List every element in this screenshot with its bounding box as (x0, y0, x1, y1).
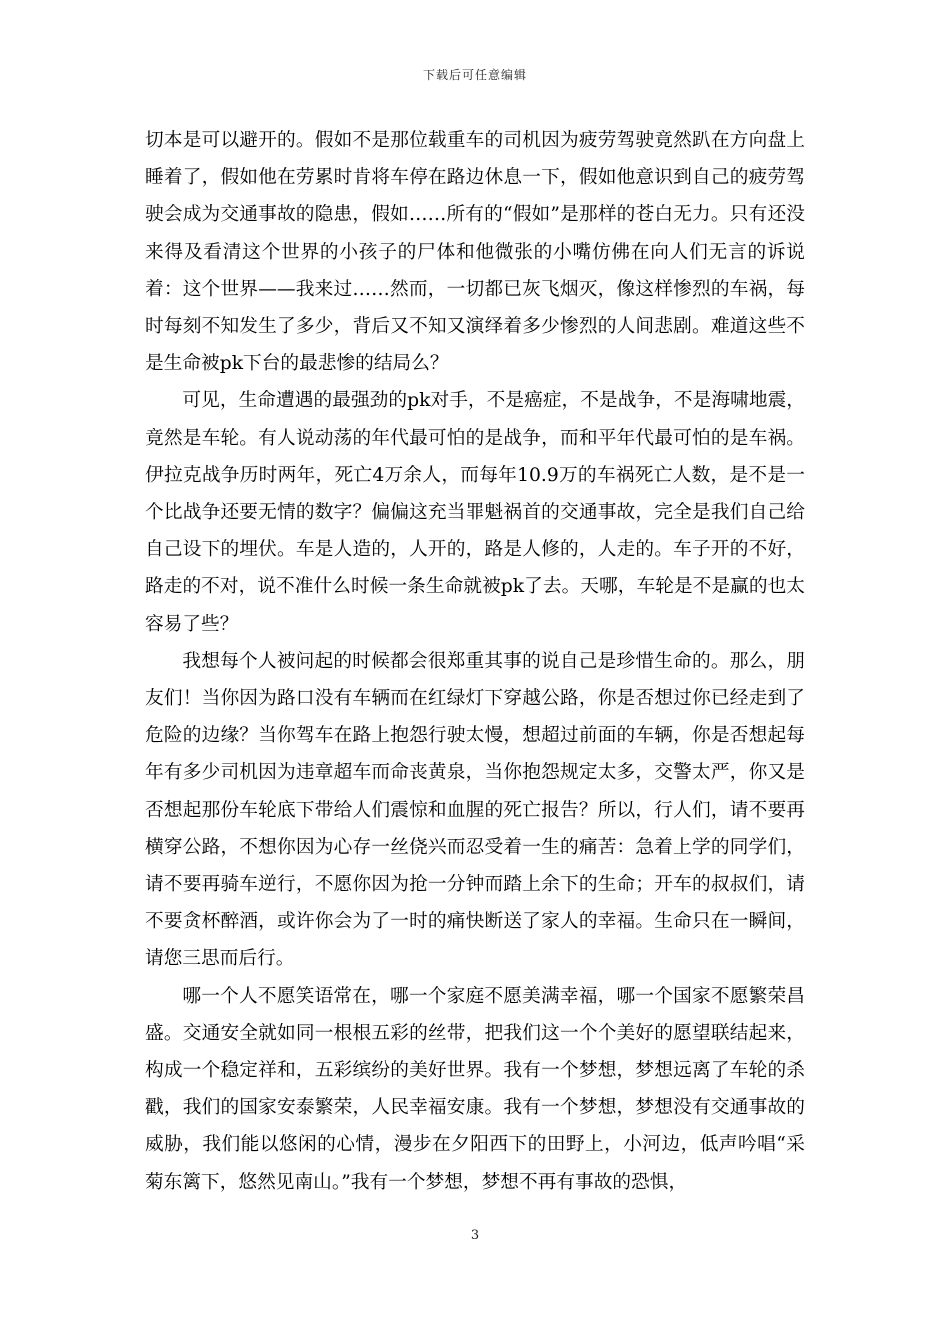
page-header: 下载后可任意编辑 (422, 68, 527, 82)
paragraph-4: 哪一个人不愿笑语常在，哪一个家庭不愿美满幸福，哪一个国家不愿繁荣昌盛。交通安全就如同一根根五彩的丝带，把我们这一个个美好的愿望联结起来，构成一个稳定祥和，五彩缤纷的美好世界。我有一个梦想，梦想远离了车轮的杀戳，我们的国家安泰繁荣，人民幸福安康。我有一个梦想，梦想没有交通事故的威胁，我们能以悠闲的心情，漫步在夕阳西下的田野上，小河边，低声吟唱“采菊东篱下，悠然见南山。”我有一个梦想，梦想不再有事故的恐惧， (145, 985, 805, 1193)
page-number: 3 (470, 1228, 480, 1243)
paragraph-3: 我想每个人被问起的时候都会很郑重其事的说自己是珍惜生命的。那么，朋友们！当你因为路口没有车辆而在红绿灯下穿越公路，你是否想过你已经走到了危险的边缘？当你驾车在路上抱怨行驶太慢，想超过前面的车辆，你是否想起每年有多少司机因为违章超车而命丧黄泉，当你抱怨规定太多，交警太严，你又是否想起那份车轮底下带给人们震惊和血腥的死亡报告？所以，行人们，请不要再横穿公路，不想你因为心存一丝侥兴而忍受着一生的痛苦：急着上学的同学们，请不要再骑车逆行，不愿你因为抢一分钟而踏上余下的生命；开车的叔叔们，请不要贪杯醉酒，或许你会为了一时的痛快断送了家人的幸福。生命只在一瞬间，请您三思而后行。 (145, 650, 805, 970)
paragraph-2: 可见，生命遭遇的最强劲的pk对手，不是癌症，不是战争，不是海啸地震，竟然是车轮。有人说动荡的年代最可怕的是战争，而和平年代最可怕的是车祸。伊拉克战争历时两年，死亡4万余人，而每年10.9万的车祸死亡人数，是不是一个比战争还要无情的数字？偏偏这充当罪魁祸首的交通事故，完全是我们自己给自己设下的埋伏。车是人造的，人开的，路是人修的，人走的。车子开的不好，路走的不对，说不准什么时候一条生命就被pk了去。天哪，车轮是不是赢的也太容易了些？ (145, 390, 805, 635)
paragraph-1: 切本是可以避开的。假如不是那位载重车的司机因为疲劳驾驶竟然趴在方向盘上睡着了，假如他在劳累时肯将车停在路边休息一下，假如他意识到自己的疲劳驾驶会成为交通事故的隐患，假如……所有的“假如”是那样的苍白无力。只有还没来得及看清这个世界的小孩子的尸体和他微张的小嘴仿佛在向人们无言的诉说着：这个世界——我来过……然而，一切都已灰飞烟灭，像这样惨烈的车祸，每时每刻不知发生了多少，背后又不知又演绎着多少惨烈的人间悲剧。难道这些不是生命被pk下台的最悲惨的结局么？ (145, 130, 805, 375)
document-body (145, 122, 805, 1201)
